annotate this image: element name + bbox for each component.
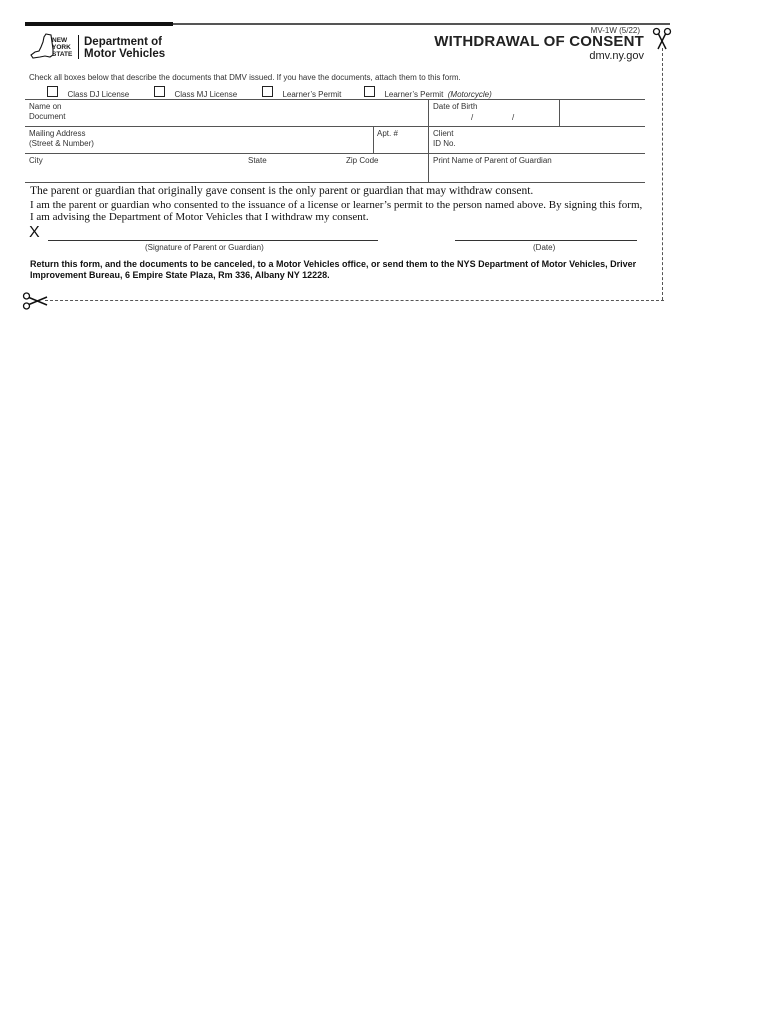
header-rule-accent <box>25 22 173 26</box>
checkbox-label: Class DJ License <box>67 90 130 99</box>
checkbox-box[interactable] <box>262 86 273 97</box>
checkbox-box[interactable] <box>47 86 58 97</box>
name-label-line1: Name on <box>29 102 62 111</box>
name-on-document-field[interactable] <box>29 102 65 122</box>
cut-line-vertical <box>662 48 663 300</box>
date-of-birth-field[interactable] <box>431 112 557 125</box>
consent-declaration: I am the parent or guardian who consented to the issuance of a license or learner’s permit to the person named above. By signing this form, I am advising the Department of Motor Vehicles that I withdraw my consent. <box>30 199 643 223</box>
signature-mark: X <box>29 224 40 241</box>
grid-rule <box>25 153 645 154</box>
mailing-address-field[interactable] <box>29 129 94 149</box>
new-york-state-outline-icon <box>30 33 54 61</box>
grid-rule <box>25 126 645 127</box>
cut-line-horizontal <box>45 300 664 301</box>
zip-code-field[interactable]: Zip Code <box>346 156 379 165</box>
client-label-line1: Client <box>433 129 454 138</box>
grid-rule <box>25 99 645 100</box>
name-label-line2: Document <box>29 112 66 121</box>
checkbox-label-suffix: (Motorcycle) <box>447 90 492 99</box>
checkbox-learners-permit[interactable] <box>262 84 342 99</box>
logo-department-name <box>84 36 165 60</box>
form-id: MV-1W (5/22) <box>590 26 640 35</box>
checkbox-class-dj[interactable] <box>47 84 130 99</box>
grid-divider <box>373 126 374 153</box>
consent-statement: The parent or guardian that originally gave consent is the only parent or guardian that may withdraw consent. <box>30 185 534 197</box>
website-link[interactable]: dmv.ny.gov <box>589 50 644 62</box>
grid-rule <box>25 182 645 183</box>
date-line[interactable] <box>455 240 637 241</box>
logo-dept-line1: Department of <box>84 36 162 48</box>
logo-dept-line2: Motor Vehicles <box>84 48 166 60</box>
parent-name-field[interactable]: Print Name of Parent of Guardian <box>433 156 552 165</box>
checkbox-box[interactable] <box>154 86 165 97</box>
date-caption: (Date) <box>533 243 556 252</box>
client-label-line2: ID No. <box>433 139 456 148</box>
checkbox-box[interactable] <box>364 86 375 97</box>
apt-number-field[interactable]: Apt. # <box>377 129 398 138</box>
checkbox-learners-permit-motorcycle[interactable] <box>364 84 492 99</box>
date-of-birth-label: Date of Birth <box>433 102 478 111</box>
signature-line[interactable] <box>48 240 378 241</box>
logo-divider <box>78 35 79 59</box>
address-label-line1: Mailing Address <box>29 129 86 138</box>
state-field[interactable]: State <box>248 156 267 165</box>
date-of-birth-extra-field[interactable] <box>562 101 644 125</box>
scissors-icon <box>22 292 48 310</box>
city-field[interactable]: City <box>29 156 43 165</box>
checkbox-label: Class MJ License <box>174 90 238 99</box>
grid-divider <box>559 99 560 126</box>
client-id-field[interactable] <box>433 129 456 149</box>
grid-divider <box>428 99 429 182</box>
signature-caption: (Signature of Parent or Guardian) <box>145 243 264 252</box>
dmv-logo <box>30 33 170 63</box>
checkbox-label: Learner’s Permit <box>384 90 444 99</box>
return-instructions: Return this form, and the documents to be canceled, to a Motor Vehicles office, or send them to the NYS Department of Motor Vehicles, Driver Improvement Bureau, 6 Empire State Plaza, Rm 336, Albany NY 12228. <box>30 259 637 280</box>
dob-separator: / <box>471 113 474 122</box>
address-label-line2: (Street & Number) <box>29 139 94 148</box>
logo-state-text: NEW YORK STATE <box>52 37 73 58</box>
checkbox-label: Learner’s Permit <box>282 90 342 99</box>
form-title: WITHDRAWAL OF CONSENT <box>434 33 644 50</box>
checkbox-class-mj[interactable] <box>154 84 238 99</box>
dob-separator: / <box>512 113 515 122</box>
instruction-text: Check all boxes below that describe the documents that DMV issued. If you have the documents, attach them to this form. <box>29 73 461 82</box>
